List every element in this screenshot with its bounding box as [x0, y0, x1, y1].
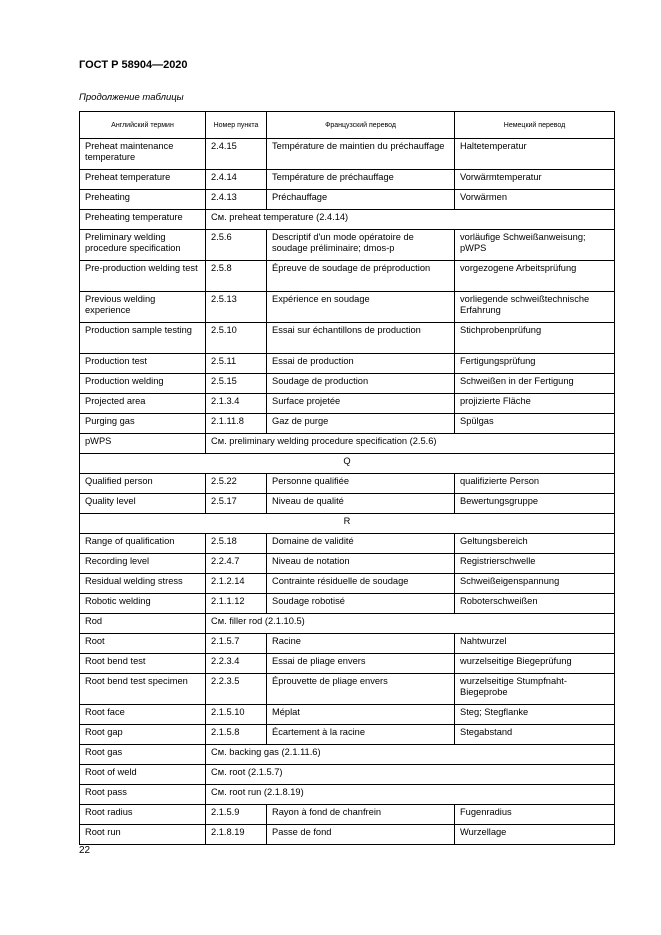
- section-letter: Q: [80, 454, 615, 474]
- english-term: Root pass: [80, 785, 206, 805]
- cross-reference: См. preheat temperature (2.4.14): [206, 210, 615, 230]
- english-term: Range of qualification: [80, 534, 206, 554]
- french-translation: Personne qualifiée: [267, 474, 455, 494]
- clause-number: 2.5.15: [206, 374, 267, 394]
- table-row: [80, 374, 615, 394]
- table-row: [80, 745, 615, 765]
- french-translation: Écartement à la racine: [267, 725, 455, 745]
- clause-number: 2.5.17: [206, 494, 267, 514]
- cross-reference: См. root (2.1.5.7): [206, 765, 615, 785]
- english-term: Preheating: [80, 190, 206, 210]
- table-row: [80, 494, 615, 514]
- english-term: Recording level: [80, 554, 206, 574]
- german-translation: vorliegende schweißtechnische Erfahrung: [455, 292, 615, 323]
- table-row: [80, 634, 615, 654]
- clause-number: 2.1.5.9: [206, 805, 267, 825]
- english-term: Root gas: [80, 745, 206, 765]
- table-row: [80, 261, 615, 292]
- german-translation: Geltungsbereich: [455, 534, 615, 554]
- section-letter-row: [80, 514, 615, 534]
- english-term: Root of weld: [80, 765, 206, 785]
- table-row: [80, 674, 615, 705]
- english-term: Root radius: [80, 805, 206, 825]
- column-header-french: Французский перевод: [267, 112, 455, 139]
- terms-table: [79, 111, 615, 845]
- french-translation: Préchauffage: [267, 190, 455, 210]
- french-translation: Température de préchauffage: [267, 170, 455, 190]
- cross-reference: См. filler rod (2.1.10.5): [206, 614, 615, 634]
- table-row: [80, 574, 615, 594]
- french-translation: Expérience en soudage: [267, 292, 455, 323]
- german-translation: qualifizierte Person: [455, 474, 615, 494]
- english-term: Root: [80, 634, 206, 654]
- section-letter-row: [80, 454, 615, 474]
- french-translation: Racine: [267, 634, 455, 654]
- german-translation: Roboterschweißen: [455, 594, 615, 614]
- german-translation: Steg; Stegflanke: [455, 705, 615, 725]
- german-translation: Wurzellage: [455, 825, 615, 845]
- cross-reference: См. backing gas (2.1.11.6): [206, 745, 615, 765]
- clause-number: 2.4.14: [206, 170, 267, 190]
- table-row: [80, 394, 615, 414]
- table-row: [80, 354, 615, 374]
- english-term: Previous welding experience: [80, 292, 206, 323]
- clause-number: 2.2.3.5: [206, 674, 267, 705]
- clause-number: 2.1.3.4: [206, 394, 267, 414]
- english-term: Root face: [80, 705, 206, 725]
- german-translation: vorläufige Schweißanweisung; pWPS: [455, 230, 615, 261]
- column-header-number: Номер пункта: [206, 112, 267, 139]
- german-translation: Nahtwurzel: [455, 634, 615, 654]
- german-translation: Fertigungsprüfung: [455, 354, 615, 374]
- table-row: [80, 654, 615, 674]
- german-translation: Schweißen in der Fertigung: [455, 374, 615, 394]
- french-translation: Essai de pliage envers: [267, 654, 455, 674]
- standard-number: ГОСТ Р 58904—2020: [79, 59, 188, 71]
- english-term: Preheat temperature: [80, 170, 206, 190]
- english-term: Quality level: [80, 494, 206, 514]
- clause-number: 2.1.1.12: [206, 594, 267, 614]
- english-term: Preliminary welding procedure specification: [80, 230, 206, 261]
- french-translation: Méplat: [267, 705, 455, 725]
- english-term: Production sample testing: [80, 323, 206, 354]
- french-translation: Gaz de purge: [267, 414, 455, 434]
- english-term: Root bend test specimen: [80, 674, 206, 705]
- table-row: [80, 474, 615, 494]
- table-row: [80, 170, 615, 190]
- french-translation: Niveau de qualité: [267, 494, 455, 514]
- german-translation: Spülgas: [455, 414, 615, 434]
- table-row: [80, 805, 615, 825]
- french-translation: Domaine de validité: [267, 534, 455, 554]
- french-translation: Éprouvette de pliage envers: [267, 674, 455, 705]
- german-translation: Fugenradius: [455, 805, 615, 825]
- clause-number: 2.5.6: [206, 230, 267, 261]
- german-translation: vorgezogene Arbeitsprüfung: [455, 261, 615, 292]
- german-translation: Haltetemperatur: [455, 139, 615, 170]
- table-row: [80, 705, 615, 725]
- english-term: Root bend test: [80, 654, 206, 674]
- english-term: Rod: [80, 614, 206, 634]
- french-translation: Contrainte résiduelle de soudage: [267, 574, 455, 594]
- clause-number: 2.2.4.7: [206, 554, 267, 574]
- column-header-german: Немецкий перевод: [455, 112, 615, 139]
- french-translation: Surface projetée: [267, 394, 455, 414]
- clause-number: 2.5.10: [206, 323, 267, 354]
- table-row: [80, 765, 615, 785]
- table-row: [80, 594, 615, 614]
- clause-number: 2.1.8.19: [206, 825, 267, 845]
- table-row: [80, 434, 615, 454]
- english-term: Production test: [80, 354, 206, 374]
- german-translation: wurzelseitige Stumpfnaht-Biegeprobe: [455, 674, 615, 705]
- german-translation: Vorwärmen: [455, 190, 615, 210]
- english-term: Qualified person: [80, 474, 206, 494]
- german-translation: Registrierschwelle: [455, 554, 615, 574]
- clause-number: 2.1.5.8: [206, 725, 267, 745]
- clause-number: 2.5.18: [206, 534, 267, 554]
- clause-number: 2.5.13: [206, 292, 267, 323]
- german-translation: Stegabstand: [455, 725, 615, 745]
- english-term: pWPS: [80, 434, 206, 454]
- table-row: [80, 614, 615, 634]
- english-term: Root run: [80, 825, 206, 845]
- french-translation: Descriptif d'un mode opératoire de soudage préliminaire; dmos-p: [267, 230, 455, 261]
- table-row: [80, 414, 615, 434]
- french-translation: Niveau de notation: [267, 554, 455, 574]
- english-term: Root gap: [80, 725, 206, 745]
- table-body: [80, 139, 615, 845]
- cross-reference: См. preliminary welding procedure specification (2.5.6): [206, 434, 615, 454]
- column-header-english: Английский термин: [80, 112, 206, 139]
- german-translation: Stichprobenprüfung: [455, 323, 615, 354]
- clause-number: 2.4.13: [206, 190, 267, 210]
- english-term: Production welding: [80, 374, 206, 394]
- table-row: [80, 554, 615, 574]
- section-letter: R: [80, 514, 615, 534]
- table-row: [80, 725, 615, 745]
- english-term: Residual welding stress: [80, 574, 206, 594]
- english-term: Preheating temperature: [80, 210, 206, 230]
- clause-number: 2.5.8: [206, 261, 267, 292]
- french-translation: Passe de fond: [267, 825, 455, 845]
- page-number: 22: [79, 845, 91, 856]
- table-row: [80, 230, 615, 261]
- french-translation: Soudage robotisé: [267, 594, 455, 614]
- clause-number: 2.1.2.14: [206, 574, 267, 594]
- clause-number: 2.5.22: [206, 474, 267, 494]
- clause-number: 2.1.5.10: [206, 705, 267, 725]
- table-row: [80, 785, 615, 805]
- german-translation: projizierte Fläche: [455, 394, 615, 414]
- table-continuation-label: Продолжение таблицы: [79, 92, 184, 103]
- french-translation: Rayon à fond de chanfrein: [267, 805, 455, 825]
- clause-number: 2.1.11.8: [206, 414, 267, 434]
- german-translation: Schweißeigenspannung: [455, 574, 615, 594]
- german-translation: wurzelseitige Biegeprüfung: [455, 654, 615, 674]
- german-translation: Vorwärmtemperatur: [455, 170, 615, 190]
- table-row: [80, 534, 615, 554]
- clause-number: 2.2.3.4: [206, 654, 267, 674]
- english-term: Robotic welding: [80, 594, 206, 614]
- french-translation: Soudage de production: [267, 374, 455, 394]
- clause-number: 2.1.5.7: [206, 634, 267, 654]
- table-row: [80, 825, 615, 845]
- table-row: [80, 190, 615, 210]
- table-header-row: [80, 112, 615, 139]
- table-row: [80, 323, 615, 354]
- english-term: Projected area: [80, 394, 206, 414]
- french-translation: Essai de production: [267, 354, 455, 374]
- table-row: [80, 139, 615, 170]
- table-row: [80, 210, 615, 230]
- clause-number: 2.4.15: [206, 139, 267, 170]
- french-translation: Température de maintien du préchauffage: [267, 139, 455, 170]
- french-translation: Essai sur échantillons de production: [267, 323, 455, 354]
- english-term: Preheat maintenance temperature: [80, 139, 206, 170]
- english-term: Purging gas: [80, 414, 206, 434]
- cross-reference: См. root run (2.1.8.19): [206, 785, 615, 805]
- table-row: [80, 292, 615, 323]
- french-translation: Épreuve de soudage de préproduction: [267, 261, 455, 292]
- clause-number: 2.5.11: [206, 354, 267, 374]
- german-translation: Bewertungsgruppe: [455, 494, 615, 514]
- english-term: Pre-production welding test: [80, 261, 206, 292]
